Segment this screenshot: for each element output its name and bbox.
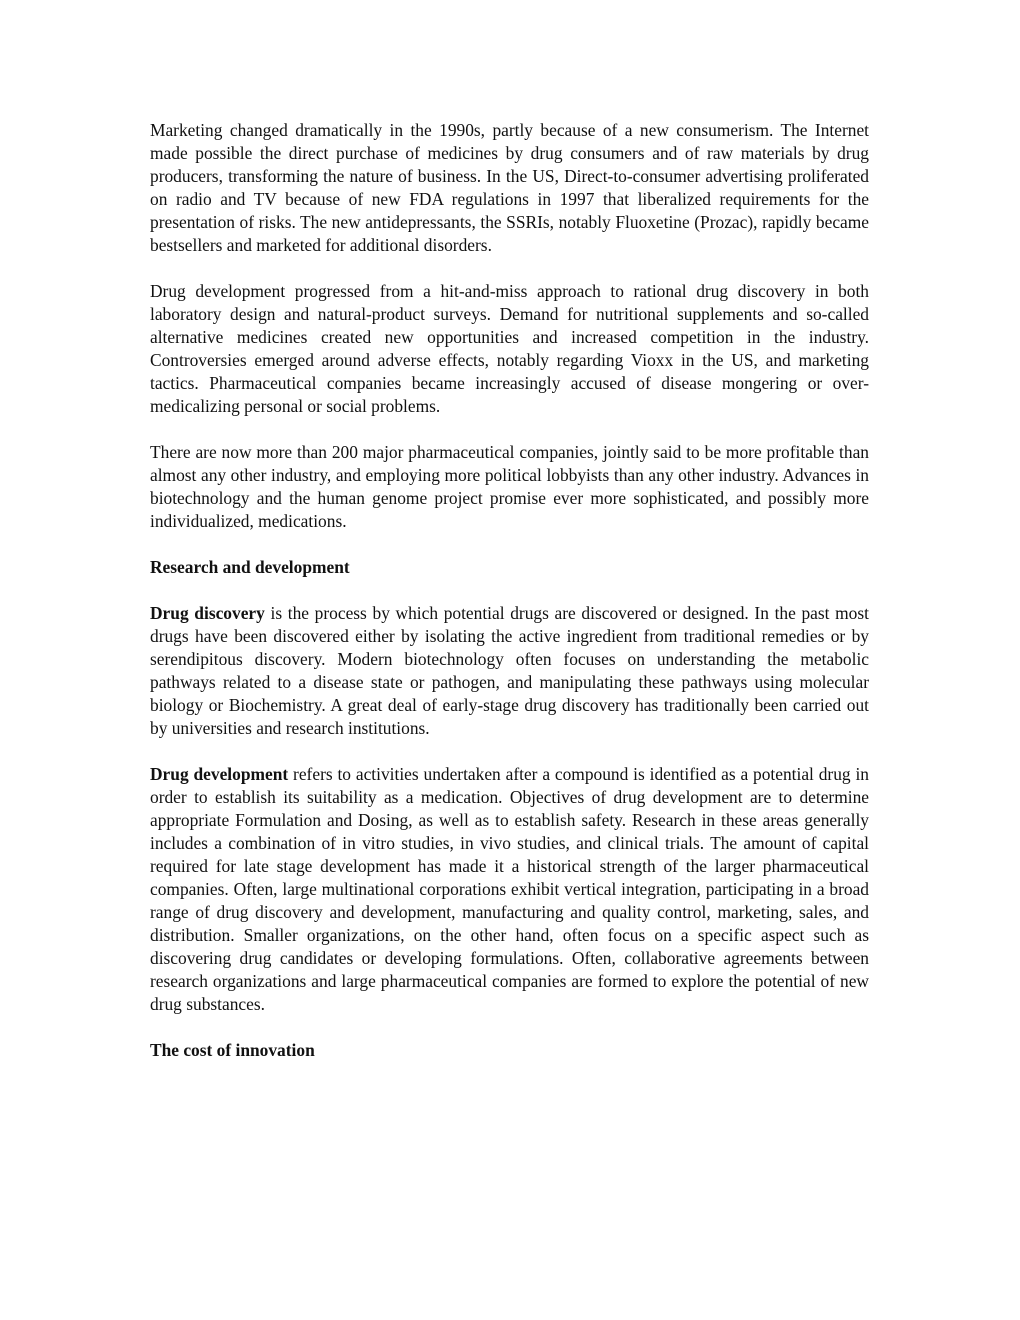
paragraph-marketing: Marketing changed dramatically in the 1990s, partly because of a new consumerism. The Internet made possible the direct purchase of medicines by drug consumers and of raw materials by drug producers, transforming the nature of business. In the US, Direct-to-consumer advertising proliferated on radio and TV because of new FDA regulations in 1997 that liberalized requirements for the presentation of risks. The new antidepressants, the SSRIs, notably Fluoxetine (Prozac), rapidly became bestsellers and marketed for additional disorders.: [150, 120, 869, 255]
heading-research-and-development: Research and development: [150, 557, 350, 577]
paragraph-pharma-companies: There are now more than 200 major pharmaceutical companies, jointly said to be more profitable than almost any other industry, and employing more political lobbyists than any other industry. Advances in biotechnology and the human genome project promise ever more sophisticated, and possibly more individualized, medications.: [150, 442, 869, 531]
paragraph-drug-development: [150, 763, 869, 1016]
text-drug-development: refers to activities undertaken after a compound is identified as a potential drug in order to establish its suitability as a medication. Objectives of drug development are to determine appropriate Formulation and Dosing, as well as to establish safety. Research in these areas generally includes a combination of in vitro studies, in vivo studies, and clinical trials. The amount of capital required for late stage development has made it a historical strength of the larger pharmaceutical companies. Often, large multinational corporations exhibit vertical integration, participating in a broad range of drug discovery and development, manufacturing and quality control, marketing, sales, and distribution. Smaller organizations, on the other hand, often focus on a specific aspect such as discovering drug candidates or developing formulations. Often, collaborative agreements between research organizations and large pharmaceutical companies are formed to explore the potential of new drug substances.: [150, 764, 869, 1014]
document-page: [150, 119, 869, 1085]
term-drug-discovery: Drug discovery: [150, 603, 265, 623]
text-drug-discovery: is the process by which potential drugs are discovered or designed. In the past most drugs have been discovered either by isolating the active ingredient from traditional remedies or by serendipitous discovery. Modern biotechnology often focuses on understanding the metabolic pathways related to a disease state or pathogen, and manipulating these pathways using molecular biology or Biochemistry. A great deal of early-stage drug discovery has traditionally been carried out by universities and research institutions.: [150, 603, 869, 738]
term-drug-development: Drug development: [150, 764, 289, 784]
paragraph-drug-discovery: [150, 602, 869, 740]
heading-cost-of-innovation: The cost of innovation: [150, 1040, 315, 1060]
paragraph-drug-development-history: Drug development progressed from a hit-and-miss approach to rational drug discovery in both laboratory design and natural-product surveys. Demand for nutritional supplements and so-called alternative medicines created new opportunities and increased competition in the industry. Controversies emerged around adverse effects, notably regarding Vioxx in the US, and marketing tactics. Pharmaceutical companies became increasingly accused of disease mongering or over-medicalizing personal or social problems.: [150, 281, 869, 416]
